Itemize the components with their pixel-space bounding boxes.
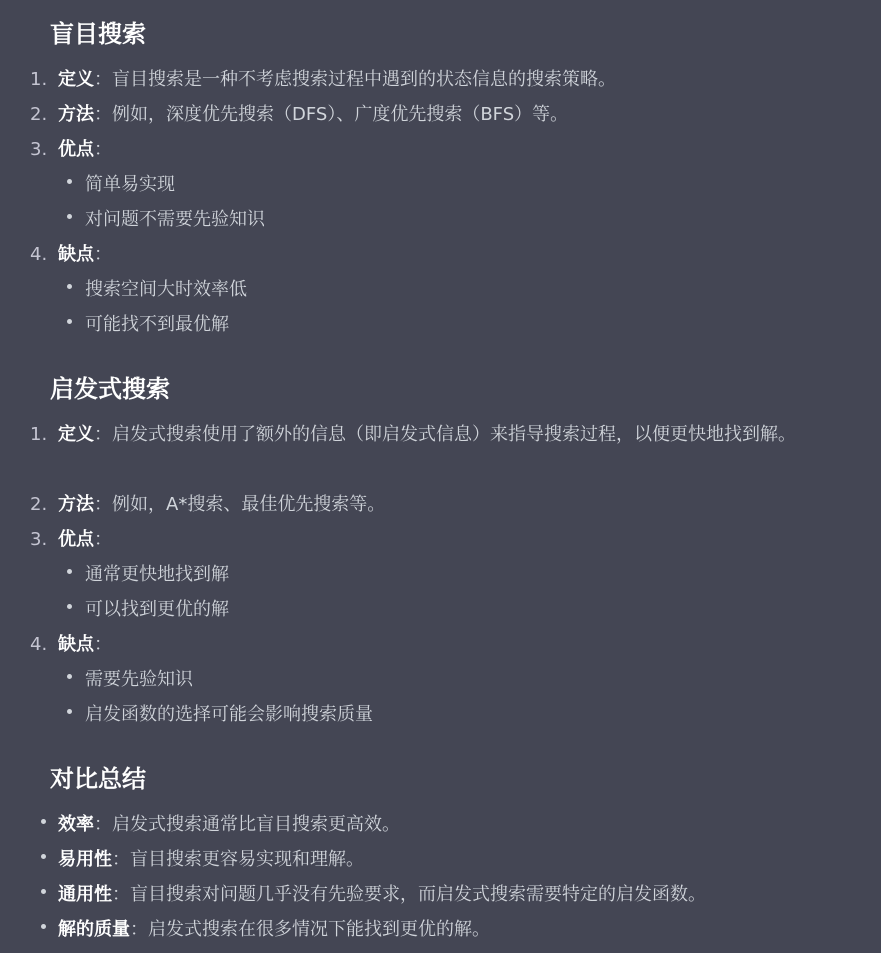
sub-item-text: 启发函数的选择可能会影响搜索质量 (85, 704, 373, 725)
list-number: 3. (30, 529, 48, 550)
sub-list-item (0, 272, 881, 307)
sub-list-item (0, 662, 881, 697)
item-text: 盲目搜索对问题几乎没有先验要求，而启发式搜索需要特定的启发函数。 (130, 884, 706, 905)
item-text: 启发式搜索在很多情况下能找到更优的解。 (148, 919, 490, 940)
item-separator: ： (112, 884, 130, 905)
item-separator: ： (130, 919, 148, 940)
sub-list-item (0, 592, 881, 627)
bullet-icon (41, 819, 46, 824)
list-item (0, 522, 881, 557)
sub-list-item (0, 557, 881, 592)
bullet-icon (67, 674, 72, 679)
item-text: 例如，深度优先搜索（DFS）、广度优先搜索（BFS）等。 (112, 104, 569, 125)
bullet-icon (41, 924, 46, 929)
section-title: 对比总结 (50, 765, 146, 793)
sub-list-item (0, 697, 881, 732)
summary-item (0, 842, 881, 877)
list-item (0, 62, 881, 97)
bullet-icon (67, 284, 72, 289)
list-item (0, 417, 881, 487)
sub-list-item (0, 202, 881, 237)
item-term: 解的质量 (58, 919, 130, 940)
section-title: 盲目搜索 (50, 20, 146, 48)
bullet-icon (67, 604, 72, 609)
item-term: 缺点 (58, 634, 94, 655)
item-separator: ： (94, 634, 112, 655)
item-separator: ： (94, 244, 112, 265)
item-term: 方法 (58, 104, 94, 125)
bullet-icon (67, 709, 72, 714)
item-separator: ： (94, 104, 112, 125)
item-term: 易用性 (58, 849, 112, 870)
sub-item-text: 可能找不到最优解 (85, 314, 229, 335)
bullet-icon (67, 214, 72, 219)
bullet-icon (41, 854, 46, 859)
sub-item-text: 可以找到更优的解 (85, 599, 229, 620)
item-separator: ： (94, 139, 112, 160)
list-number: 1. (30, 424, 48, 445)
bullet-icon (67, 319, 72, 324)
item-text: 盲目搜索更容易实现和理解。 (130, 849, 364, 870)
item-separator: ： (112, 849, 130, 870)
item-separator: ： (94, 69, 112, 90)
item-term: 定义 (58, 69, 94, 90)
item-text: 盲目搜索是一种不考虑搜索过程中遇到的状态信息的搜索策略。 (112, 69, 616, 90)
bullet-icon (67, 179, 72, 184)
item-term: 优点 (58, 139, 94, 160)
item-separator: ： (94, 494, 112, 515)
list-item (0, 97, 881, 132)
summary-item (0, 912, 881, 947)
item-term: 优点 (58, 529, 94, 550)
item-text: 启发式搜索使用了额外的信息（即启发式信息）来指导搜索过程，以便更快地找到解。 (112, 424, 796, 445)
item-term: 定义 (58, 424, 94, 445)
list-number: 4. (30, 244, 48, 265)
sub-list-item (0, 167, 881, 202)
list-number: 3. (30, 139, 48, 160)
bullet-icon (67, 569, 72, 574)
item-separator: ： (94, 529, 112, 550)
bullet-icon (41, 889, 46, 894)
sub-item-text: 需要先验知识 (85, 669, 193, 690)
summary-item (0, 877, 881, 912)
item-term: 方法 (58, 494, 94, 515)
list-number: 1. (30, 69, 48, 90)
sub-item-text: 简单易实现 (85, 174, 175, 195)
item-term: 通用性 (58, 884, 112, 905)
item-text: 启发式搜索通常比盲目搜索更高效。 (112, 814, 400, 835)
sub-item-text: 对问题不需要先验知识 (85, 209, 265, 230)
item-term: 效率 (58, 814, 94, 835)
item-separator: ： (94, 424, 112, 445)
sub-item-text: 搜索空间大时效率低 (85, 279, 247, 300)
summary-item (0, 807, 881, 842)
sub-item-text: 通常更快地找到解 (85, 564, 229, 585)
list-item (0, 132, 881, 167)
item-separator: ： (94, 814, 112, 835)
item-term: 缺点 (58, 244, 94, 265)
sub-list-item (0, 307, 881, 342)
list-number: 2. (30, 104, 48, 125)
section-title: 启发式搜索 (50, 375, 170, 403)
item-text: 例如，A*搜索、最佳优先搜索等。 (112, 494, 386, 515)
list-number: 2. (30, 494, 48, 515)
list-number: 4. (30, 634, 48, 655)
list-item (0, 487, 881, 522)
list-item (0, 237, 881, 272)
list-item (0, 627, 881, 662)
